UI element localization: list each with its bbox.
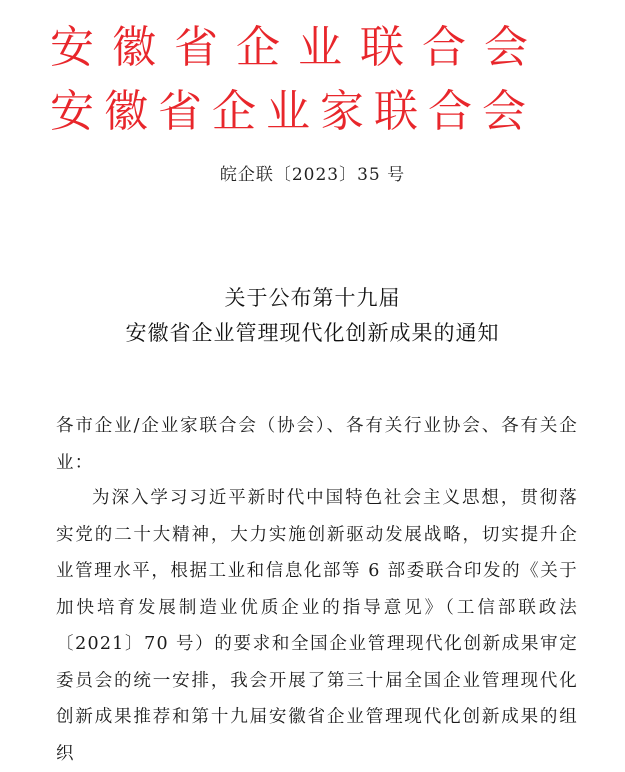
notice-title-line1: 关于公布第十九届 — [224, 286, 401, 310]
salutation: 各市企业/企业家联合会（协会）、各有关行业协会、各有关企业： — [56, 416, 578, 473]
body-paragraph: 为深入学习习近平新时代中国特色社会主义思想，贯彻落实党的二十大精神，大力实施创新驱动发展战略，切实提升企业管理水平，根据工业和信息化部等 6 部委联合印发的《关于加快培育发展制造业优质企业的指导意见》（工信部联政法〔2021〕70 号）的要求和全国企业管理现代化创新成果审定委员会的统一安排，我会开展了第三十届全国企业管理现代化创新成果推荐和第十九届安徽省企业管理现代化创新成果的组织 — [56, 488, 578, 764]
issuer-name-line2: 安徽省企业家联合会 — [50, 86, 536, 137]
document-number: 皖企联〔2023〕35 号 — [219, 165, 406, 185]
issuer-name-line1: 安徽省企业联合会 — [50, 22, 546, 73]
header-divider — [40, 196, 585, 198]
notice-title-line2: 安徽省企业管理现代化创新成果的通知 — [125, 321, 500, 345]
